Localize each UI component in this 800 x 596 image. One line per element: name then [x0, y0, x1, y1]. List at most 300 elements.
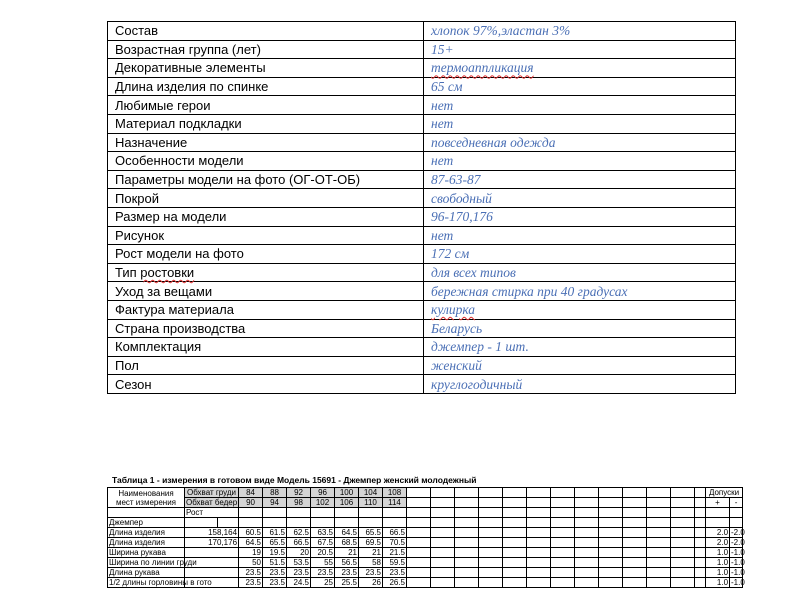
measurement-value: 23.5 [239, 578, 263, 588]
tolerance-header: Допуски [706, 488, 743, 498]
empty-cell [551, 568, 575, 578]
empty-cell [599, 558, 623, 568]
chest-girth-size: 84 [239, 488, 263, 498]
chest-girth-row [108, 488, 743, 498]
empty-cell [551, 558, 575, 568]
empty-cell [647, 528, 671, 538]
empty-cell [671, 558, 695, 568]
empty-cell [647, 548, 671, 558]
chest-girth-size: 96 [311, 488, 335, 498]
tolerance-plus: 1.0 [706, 558, 730, 568]
measurement-value: 66.5 [383, 528, 407, 538]
measurement-name: Ширина рукава [108, 548, 185, 558]
chest-girth-size: 100 [335, 488, 359, 498]
attribute-value: круглогодичный [424, 375, 736, 394]
empty-cell [671, 538, 695, 548]
attribute-value: кулирка [424, 300, 736, 319]
attribute-value: 87-63-87 [424, 170, 736, 189]
empty-cell [575, 558, 599, 568]
empty-cell [359, 518, 383, 528]
measurement-value: 59.5 [383, 558, 407, 568]
attribute-label: Особенности модели [108, 152, 424, 171]
attribute-row [108, 22, 736, 41]
empty-cell [695, 488, 706, 498]
empty-cell [623, 528, 647, 538]
empty-cell [503, 578, 527, 588]
empty-cell [647, 498, 671, 508]
empty-cell [551, 548, 575, 558]
attribute-value: 172 см [424, 245, 736, 264]
measurement-value: 23.5 [311, 568, 335, 578]
attribute-row [108, 133, 736, 152]
attribute-row [108, 319, 736, 338]
empty-cell [455, 508, 479, 518]
group-label-row [108, 518, 743, 528]
measurement-value: 63.5 [311, 528, 335, 538]
empty-cell [599, 508, 623, 518]
empty-cell [185, 518, 218, 528]
empty-cell [407, 498, 431, 508]
attribute-value: женский [424, 356, 736, 375]
empty-cell [575, 578, 599, 588]
empty-cell [527, 578, 551, 588]
measurement-value: 20 [287, 548, 311, 558]
empty-cell [695, 498, 706, 508]
empty-cell [695, 518, 706, 528]
attribute-value: термоаппликация [424, 59, 736, 78]
attribute-value: нет [424, 96, 736, 115]
attribute-row [108, 356, 736, 375]
empty-cell [671, 498, 695, 508]
attribute-value: повседневная одежда [424, 133, 736, 152]
empty-cell [455, 488, 479, 498]
empty-cell [527, 548, 551, 558]
empty-cell [527, 528, 551, 538]
attribute-label: Тип ростовки [108, 263, 424, 282]
empty-cell [503, 508, 527, 518]
tolerance-plus: 1.0 [706, 568, 730, 578]
tolerance-plus: 2.0 [706, 538, 730, 548]
empty-cell [431, 538, 455, 548]
measurement-value: 25 [311, 578, 335, 588]
empty-cell [730, 518, 743, 528]
attribute-label: Комплектация [108, 338, 424, 357]
measurement-row [108, 548, 743, 558]
empty-cell [551, 538, 575, 548]
attribute-label: Любимые герои [108, 96, 424, 115]
measurement-value: 58 [359, 558, 383, 568]
measurement-value: 65.5 [359, 528, 383, 538]
empty-cell [551, 528, 575, 538]
empty-cell [503, 498, 527, 508]
attribute-label: Длина изделия по спинке [108, 77, 424, 96]
empty-cell [575, 508, 599, 518]
measurement-value: 23.5 [335, 568, 359, 578]
empty-cell [407, 538, 431, 548]
empty-cell [647, 508, 671, 518]
empty-cell [431, 508, 455, 518]
empty-cell [647, 538, 671, 548]
measurement-value: 26.5 [383, 578, 407, 588]
attribute-label: Фактура материала [108, 300, 424, 319]
empty-cell [623, 498, 647, 508]
measurement-value: 61.5 [263, 528, 287, 538]
empty-cell [527, 568, 551, 578]
empty-cell [407, 578, 431, 588]
attribute-label: Рисунок [108, 226, 424, 245]
empty-cell [599, 538, 623, 548]
empty-cell [479, 508, 503, 518]
attribute-value: 65 см [424, 77, 736, 96]
measurement-row [108, 578, 743, 588]
measurement-row [108, 528, 743, 538]
measurement-row [108, 558, 743, 568]
empty-cell [647, 518, 671, 528]
empty-cell [311, 508, 335, 518]
chest-girth-size: 108 [383, 488, 407, 498]
empty-cell [695, 568, 706, 578]
chest-girth-label: Обхват груди [185, 488, 239, 498]
empty-cell [287, 508, 311, 518]
hip-girth-size: 98 [287, 498, 311, 508]
empty-cell [647, 568, 671, 578]
empty-cell [431, 528, 455, 538]
empty-cell [647, 558, 671, 568]
measurement-value: 55 [311, 558, 335, 568]
hip-girth-label: Обхват бедер [186, 497, 238, 507]
measurement-row [108, 538, 743, 548]
measurement-value: 51.5 [263, 558, 287, 568]
tolerance-plus: 1.0 [706, 548, 730, 558]
hip-girth-size: 90 [239, 498, 263, 508]
empty-cell [431, 558, 455, 568]
attribute-label: Возрастная группа (лет) [108, 40, 424, 59]
attribute-row [108, 189, 736, 208]
measurement-value: 26 [359, 578, 383, 588]
empty-cell [239, 518, 263, 528]
attribute-value: 96-170,176 [424, 207, 736, 226]
hip-girth-size: 114 [383, 498, 407, 508]
attribute-row [108, 170, 736, 189]
empty-cell [479, 578, 503, 588]
empty-cell [599, 568, 623, 578]
empty-cell [431, 498, 455, 508]
empty-cell [695, 548, 706, 558]
measurement-value: 70.5 [383, 538, 407, 548]
empty-cell [479, 568, 503, 578]
empty-cell [575, 518, 599, 528]
empty-cell [407, 518, 431, 528]
empty-cell [239, 508, 263, 518]
empty-cell [706, 508, 730, 518]
attribute-row [108, 375, 736, 394]
empty-cell [503, 488, 527, 498]
empty-cell [455, 498, 479, 508]
empty-cell [599, 528, 623, 538]
measurement-value: 56.5 [335, 558, 359, 568]
measurement-name: 1/2 длины горловины в гото [109, 577, 212, 587]
empty-cell [383, 508, 407, 518]
empty-cell [527, 538, 551, 548]
empty-cell [455, 518, 479, 528]
empty-cell [479, 558, 503, 568]
empty-cell [551, 488, 575, 498]
empty-cell [407, 568, 431, 578]
attribute-label: Состав [108, 22, 424, 41]
chest-girth-size: 88 [263, 488, 287, 498]
measurement-value: 50 [239, 558, 263, 568]
measurement-value: 20.5 [311, 548, 335, 558]
empty-cell [623, 558, 647, 568]
attribute-row [108, 338, 736, 357]
measurement-height: 170,176 [185, 538, 239, 548]
attribute-row [108, 96, 736, 115]
empty-cell [287, 518, 311, 528]
measurement-row [108, 568, 743, 578]
empty-cell [455, 558, 479, 568]
empty-cell [695, 578, 706, 588]
measurement-table-caption: Таблица 1 - измерения в готовом виде Модель 15691 - Джемпер женский молодежный [112, 475, 477, 485]
empty-cell [671, 518, 695, 528]
measurement-value: 19 [239, 548, 263, 558]
empty-cell [671, 508, 695, 518]
empty-cell [431, 548, 455, 558]
attribute-label: Пол [108, 356, 424, 375]
attribute-row [108, 77, 736, 96]
attribute-label: Страна производства [108, 319, 424, 338]
empty-cell [455, 568, 479, 578]
garment-group-label: Джемпер [108, 518, 185, 528]
measurement-height [185, 568, 239, 578]
measurement-height: 158,164 [185, 528, 239, 538]
measurement-value: 23.5 [359, 568, 383, 578]
measurement-table-section [107, 472, 799, 596]
tolerance-minus-header: - [730, 498, 743, 508]
empty-cell [671, 578, 695, 588]
tolerance-plus: 2.0 [706, 528, 730, 538]
empty-cell [695, 558, 706, 568]
empty-cell [575, 528, 599, 538]
measurement-value: 23.5 [287, 568, 311, 578]
attribute-label: Параметры модели на фото (ОГ-ОТ-ОБ) [108, 170, 424, 189]
tolerance-minus: -1.0 [731, 557, 745, 567]
measurement-value: 21 [359, 548, 383, 558]
empty-cell [671, 528, 695, 538]
attribute-label: Сезон [108, 375, 424, 394]
measurement-value: 68.5 [335, 538, 359, 548]
hip-girth-row [108, 498, 743, 508]
measurement-value: 67.5 [311, 538, 335, 548]
attribute-value: 15+ [424, 40, 736, 59]
empty-cell [671, 488, 695, 498]
empty-cell [479, 498, 503, 508]
measurement-table [107, 487, 743, 588]
attribute-value: нет [424, 152, 736, 171]
empty-cell [695, 528, 706, 538]
tolerance-minus: -1.0 [731, 577, 745, 587]
attribute-value: нет [424, 114, 736, 133]
empty-cell [551, 578, 575, 588]
empty-cell [335, 518, 359, 528]
measurement-value: 21.5 [383, 548, 407, 558]
measurement-value: 53.5 [287, 558, 311, 568]
attribute-label: Назначение [108, 133, 424, 152]
empty-cell [479, 528, 503, 538]
empty-cell [671, 568, 695, 578]
measurement-value: 21 [335, 548, 359, 558]
tolerance-minus: -1.0 [731, 567, 745, 577]
empty-cell [575, 568, 599, 578]
empty-cell [551, 508, 575, 518]
measurement-value: 23.5 [383, 568, 407, 578]
empty-cell [311, 518, 335, 528]
empty-cell [647, 578, 671, 588]
empty-cell [407, 508, 431, 518]
attribute-value: бережная стирка при 40 градусах [424, 282, 736, 301]
empty-cell [455, 548, 479, 558]
attribute-row [108, 263, 736, 282]
attribute-value: хлопок 97%,эластан 3% [424, 22, 736, 41]
empty-cell [455, 538, 479, 548]
attribute-row [108, 226, 736, 245]
hip-girth-size: 102 [311, 498, 335, 508]
attribute-row [108, 152, 736, 171]
measurement-name: Длина изделия [108, 538, 185, 548]
empty-cell [527, 508, 551, 518]
empty-cell [383, 518, 407, 528]
empty-cell [218, 518, 239, 528]
hip-girth-size: 106 [335, 498, 359, 508]
measurement-value: 64.5 [335, 528, 359, 538]
empty-cell [575, 538, 599, 548]
empty-cell [599, 498, 623, 508]
empty-cell [527, 488, 551, 498]
empty-cell [730, 508, 743, 518]
empty-cell [503, 518, 527, 528]
empty-cell [695, 508, 706, 518]
empty-cell [623, 538, 647, 548]
attribute-row [108, 282, 736, 301]
empty-cell [503, 538, 527, 548]
attribute-row [108, 114, 736, 133]
hip-girth-size: 110 [359, 498, 383, 508]
tolerance-minus: -2.0 [731, 537, 745, 547]
empty-cell [108, 508, 185, 518]
empty-cell [431, 488, 455, 498]
empty-cell [407, 528, 431, 538]
measurement-value: 60.5 [239, 528, 263, 538]
tolerance-plus: 1.0 [706, 578, 730, 588]
empty-cell [455, 578, 479, 588]
empty-cell [671, 548, 695, 558]
empty-cell [599, 518, 623, 528]
empty-cell [479, 518, 503, 528]
empty-cell [551, 518, 575, 528]
attribute-label: Уход за вещами [108, 282, 424, 301]
empty-cell [479, 538, 503, 548]
attribute-label: Декоративные элементы [108, 59, 424, 78]
empty-cell [407, 548, 431, 558]
measurement-value: 23.5 [239, 568, 263, 578]
empty-cell [431, 518, 455, 528]
product-attributes-table [107, 21, 736, 394]
chest-girth-size: 92 [287, 488, 311, 498]
measurement-value: 23.5 [263, 568, 287, 578]
measurement-value: 64.5 [239, 538, 263, 548]
measurement-value: 69.5 [359, 538, 383, 548]
attribute-value: джемпер - 1 шт. [424, 338, 736, 357]
empty-cell [706, 518, 730, 528]
empty-cell [599, 488, 623, 498]
empty-cell [623, 518, 647, 528]
attribute-row [108, 207, 736, 226]
attribute-value: для всех типов [424, 263, 736, 282]
empty-cell [503, 528, 527, 538]
empty-cell [455, 528, 479, 538]
attribute-label: Материал подкладки [108, 114, 424, 133]
empty-cell [263, 518, 287, 528]
measurement-value: 66.5 [287, 538, 311, 548]
measurement-name: Длина рукава [108, 568, 185, 578]
empty-cell [407, 488, 431, 498]
measurement-value: 62.5 [287, 528, 311, 538]
empty-cell [599, 548, 623, 558]
empty-cell [623, 578, 647, 588]
attribute-row [108, 59, 736, 78]
tolerance-plus-header: + [706, 498, 730, 508]
measurement-name-header: Наименования мест измерения [108, 488, 185, 508]
attribute-row [108, 40, 736, 59]
chest-girth-size: 104 [359, 488, 383, 498]
empty-cell [575, 548, 599, 558]
measurement-value: 19.5 [263, 548, 287, 558]
empty-cell [695, 538, 706, 548]
empty-cell [599, 578, 623, 588]
hip-girth-size: 94 [263, 498, 287, 508]
measurement-value: 24.5 [287, 578, 311, 588]
measurement-value: 65.5 [263, 538, 287, 548]
attribute-row [108, 300, 736, 319]
empty-cell [503, 548, 527, 558]
empty-cell [479, 488, 503, 498]
measurement-value: 23.5 [263, 578, 287, 588]
empty-cell [623, 548, 647, 558]
measurement-name: Ширина по линии груди [109, 557, 197, 567]
attribute-label: Размер на модели [108, 207, 424, 226]
attribute-value: Беларусь [424, 319, 736, 338]
empty-cell [551, 498, 575, 508]
empty-cell [431, 568, 455, 578]
attribute-value: свободный [424, 189, 736, 208]
empty-cell [431, 578, 455, 588]
empty-cell [647, 488, 671, 498]
height-label: Рост [185, 508, 239, 518]
empty-cell [527, 558, 551, 568]
tolerance-minus: -1.0 [731, 547, 745, 557]
attribute-label: Рост модели на фото [108, 245, 424, 264]
empty-cell [623, 568, 647, 578]
empty-cell [527, 498, 551, 508]
empty-cell [575, 498, 599, 508]
tolerance-minus: -2.0 [731, 527, 745, 537]
empty-cell [407, 558, 431, 568]
empty-cell [575, 488, 599, 498]
measurement-value: 25.5 [335, 578, 359, 588]
empty-cell [527, 518, 551, 528]
empty-cell [623, 488, 647, 498]
empty-cell [623, 508, 647, 518]
attribute-value: нет [424, 226, 736, 245]
